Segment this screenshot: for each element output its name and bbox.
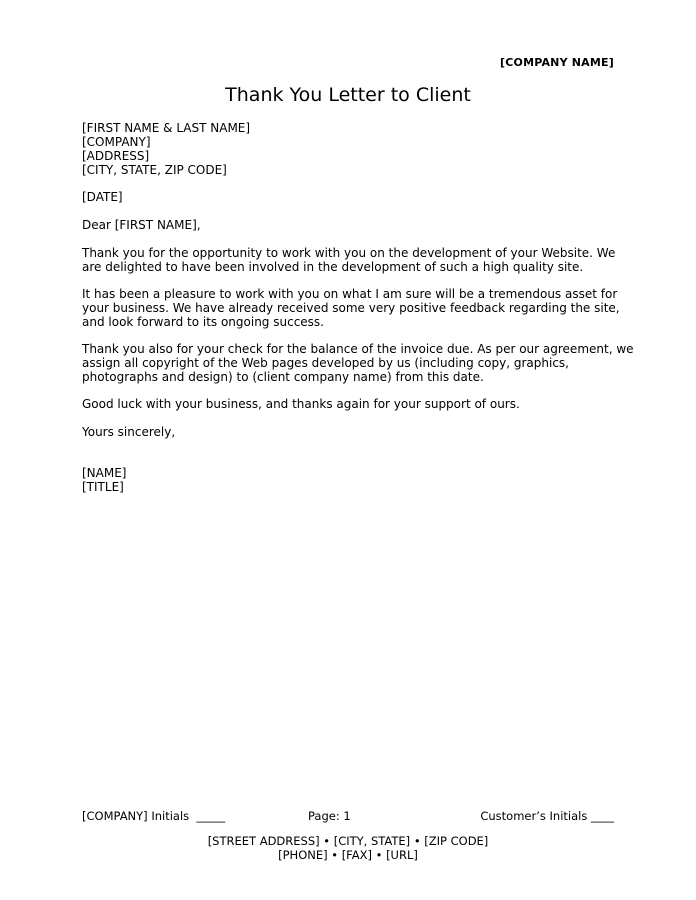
recipient-city-state-zip: [CITY, STATE, ZIP CODE] (82, 163, 227, 177)
paragraph-1 (82, 246, 622, 274)
paragraph-line: Thank you also for your check for the balance of the invoice due. As per our agreement, we (82, 342, 634, 356)
salutation: Dear [FIRST NAME], (82, 218, 201, 232)
header-company-name: [COMPANY NAME] (500, 56, 614, 69)
customer-initials: Customer’s Initials ____ (480, 809, 614, 823)
paragraph-line: are delighted to have been involved in the development of such a high quality site. (82, 260, 584, 274)
letter-date: [DATE] (82, 190, 123, 204)
paragraph-line: Good luck with your business, and thanks again for your support of ours. (82, 397, 520, 411)
signature-title: [TITLE] (82, 480, 124, 494)
paragraph-4 (82, 397, 622, 411)
page-number: Page: 1 (308, 809, 351, 823)
paragraph-line: your business. We have already received some very positive feedback regarding the site, (82, 301, 620, 315)
footer-contact-line: [PHONE] • [FAX] • [URL] (278, 848, 418, 862)
closing: Yours sincerely, (82, 425, 176, 439)
recipient-company: [COMPANY] (82, 135, 151, 149)
paragraph-line: Thank you for the opportunity to work with you on the development of your Website. We (82, 246, 616, 260)
paragraph-2 (82, 287, 622, 329)
paragraph-line: assign all copyright of the Web pages developed by us (including copy, graphics, (82, 356, 569, 370)
page-title: Thank You Letter to Client (225, 84, 471, 106)
company-initials: [COMPANY] Initials _____ (82, 809, 226, 823)
paragraph-3 (82, 342, 634, 384)
paragraph-line: It has been a pleasure to work with you on what I am sure will be a tremendous asset for (82, 287, 618, 301)
footer-address-block (0, 834, 696, 862)
signature-block (82, 466, 622, 494)
paragraph-line: and look forward to its ongoing success. (82, 315, 324, 329)
footer-address-line: [STREET ADDRESS] • [CITY, STATE] • [ZIP CODE] (207, 834, 489, 848)
signature-name: [NAME] (82, 466, 127, 480)
recipient-block (82, 121, 622, 177)
paragraph-line: photographs and design) to (client company name) from this date. (82, 370, 484, 384)
recipient-address: [ADDRESS] (82, 149, 150, 163)
recipient-name: [FIRST NAME & LAST NAME] (82, 121, 251, 135)
